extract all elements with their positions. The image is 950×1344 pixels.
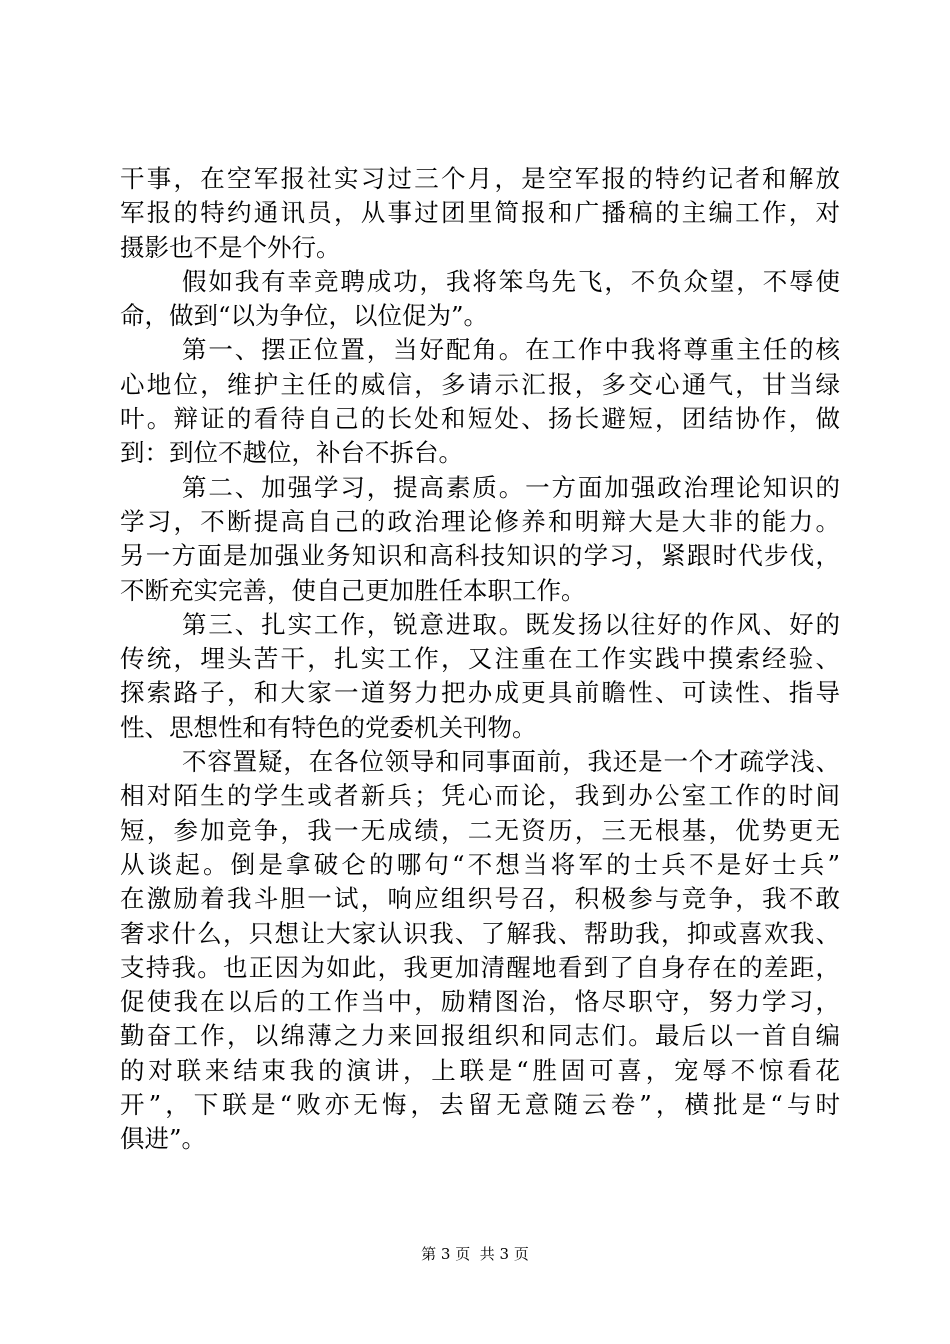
text-line: 促使我在以后的工作当中，励精图治，恪尽职守，努力学习， xyxy=(120,987,840,1017)
text-line: 学习，不断提高自己的政治理论修养和明辩大是大非的能力。 xyxy=(120,506,840,536)
text-line: 性、思想性和有特色的党委机关刊物。 xyxy=(120,712,537,742)
text-line: 心地位，维护主任的威信，多请示汇报，多交心通气，甘当绿 xyxy=(120,369,840,399)
text-line: 奢求什么，只想让大家认识我、了解我、帮助我，抑或喜欢我、 xyxy=(120,918,840,948)
text-line: 到：到位不越位，补台不拆台。 xyxy=(120,438,463,468)
text-line: 勤奋工作，以绵薄之力来回报组织和同志们。最后以一首自编 xyxy=(120,1021,840,1051)
text-line: 干事，在空军报社实习过三个月，是空军报的特约记者和解放 xyxy=(120,164,840,193)
text-line: 俱进”。 xyxy=(120,1124,207,1154)
text-line: 另一方面是加强业务知识和高科技知识的学习，紧跟时代步伐， xyxy=(120,541,840,571)
text-line: 摄影也不是个外行。 xyxy=(120,232,341,262)
page-number-footer: 第 3 页 共 3 页 xyxy=(421,1245,529,1263)
text-line: 在激励着我斗胆一试，响应组织号召，积极参与竞争，我不敢 xyxy=(120,884,840,914)
text-line: 的对联来结束我的演讲，上联是“胜固可喜，宠辱不惊看花 xyxy=(120,1055,840,1085)
paragraph-first-line: 第三、扎实工作，锐意进取。既发扬以往好的作风、好的 xyxy=(182,609,840,639)
text-line: 军报的特约通讯员，从事过团里简报和广播稿的主编工作，对 xyxy=(120,198,840,228)
paragraph-first-line: 第一、摆正位置，当好配角。在工作中我将尊重主任的核 xyxy=(182,335,840,365)
text-line: 短，参加竞争，我一无成绩，二无资历，三无根基，优势更无 xyxy=(120,815,840,845)
text-line: 命，做到“以为争位，以位促为”。 xyxy=(120,301,489,331)
text-line: 叶。辩证的看待自己的长处和短处、扬长避短，团结协作，做 xyxy=(120,404,840,434)
paragraph-first-line: 第二、加强学习，提高素质。一方面加强政治理论知识的 xyxy=(182,472,840,502)
text-line: 相对陌生的学生或者新兵；凭心而论，我到办公室工作的时间 xyxy=(120,781,840,811)
text-line: 从谈起。倒是拿破仑的哪句“不想当将军的士兵不是好士兵” xyxy=(120,849,840,879)
text-line: 不断充实完善，使自己更加胜任本职工作。 xyxy=(120,575,586,605)
text-line: 开”，下联是“败亦无悔，去留无意随云卷”，横批是“与时 xyxy=(120,1090,840,1120)
text-line: 传统，埋头苦干，扎实工作，又注重在工作实践中摸索经验、 xyxy=(120,644,840,674)
paragraph-first-line: 不容置疑，在各位领导和同事面前，我还是一个才疏学浅、 xyxy=(182,747,840,777)
paragraph-first-line: 假如我有幸竞聘成功，我将笨鸟先飞，不负众望，不辱使 xyxy=(182,266,840,296)
text-line: 支持我。也正因为如此，我更加清醒地看到了自身存在的差距， xyxy=(120,952,840,982)
text-line: 探索路子，和大家一道努力把办成更具前瞻性、可读性、指导 xyxy=(120,678,840,708)
document-body xyxy=(120,162,840,1157)
